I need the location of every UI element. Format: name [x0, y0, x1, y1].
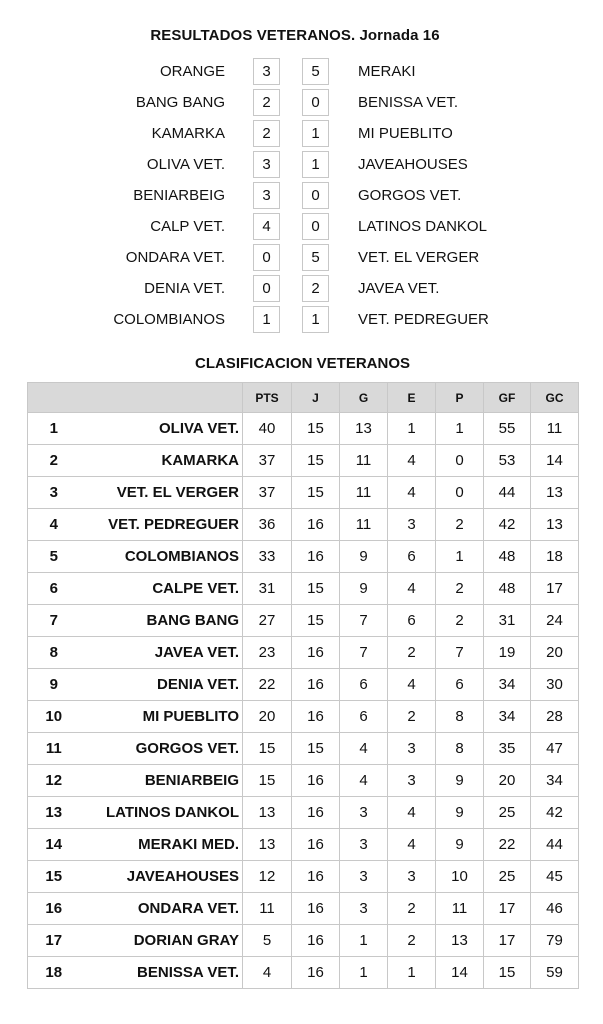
- cell-gf: 17: [484, 893, 531, 925]
- cell-e: 3: [388, 861, 436, 893]
- cell-team: CALPE VET.: [80, 573, 243, 605]
- cell-team: BANG BANG: [80, 605, 243, 637]
- results-title: RESULTADOS VETERANOS. Jornada 16: [150, 27, 440, 44]
- table-row: [28, 765, 579, 797]
- home-team: COLOMBIANOS: [113, 311, 225, 328]
- home-team: BANG BANG: [135, 94, 225, 111]
- cell-pts: 20: [243, 701, 292, 733]
- cell-gf: 48: [484, 541, 531, 573]
- cell-p: 8: [436, 701, 484, 733]
- table-row: [28, 861, 579, 893]
- cell-p: 2: [436, 605, 484, 637]
- cell-gf: 25: [484, 861, 531, 893]
- cell-g: 3: [340, 861, 388, 893]
- cell-p: 8: [436, 733, 484, 765]
- cell-gf: 42: [484, 509, 531, 541]
- cell-pos: 13: [28, 797, 80, 829]
- cell-team: BENISSA VET.: [80, 957, 243, 989]
- cell-pts: 23: [243, 637, 292, 669]
- standings-header-row: [28, 383, 579, 413]
- cell-p: 7: [436, 637, 484, 669]
- cell-gf: 17: [484, 925, 531, 957]
- away-team: VET. PEDREGUER: [358, 311, 489, 328]
- header-j: J: [292, 383, 340, 413]
- cell-e: 3: [388, 733, 436, 765]
- cell-pts: 15: [243, 733, 292, 765]
- home-score: 2: [253, 120, 280, 147]
- cell-gf: 55: [484, 413, 531, 445]
- cell-j: 16: [292, 637, 340, 669]
- cell-gc: 13: [531, 477, 579, 509]
- cell-team: BENIARBEIG: [80, 765, 243, 797]
- cell-p: 9: [436, 797, 484, 829]
- cell-j: 16: [292, 765, 340, 797]
- away-team: LATINOS DANKOL: [358, 218, 487, 235]
- cell-pos: 14: [28, 829, 80, 861]
- cell-gf: 22: [484, 829, 531, 861]
- header-gf: GF: [484, 383, 531, 413]
- home-team: OLIVA VET.: [146, 156, 225, 173]
- cell-gc: 17: [531, 573, 579, 605]
- away-score: 0: [302, 89, 329, 116]
- home-score: 4: [253, 213, 280, 240]
- cell-g: 13: [340, 413, 388, 445]
- away-score: 5: [302, 58, 329, 85]
- cell-gf: 44: [484, 477, 531, 509]
- home-team: ONDARA VET.: [125, 249, 225, 266]
- cell-p: 2: [436, 509, 484, 541]
- cell-gf: 25: [484, 797, 531, 829]
- table-row: [28, 893, 579, 925]
- cell-gc: 14: [531, 445, 579, 477]
- cell-j: 16: [292, 701, 340, 733]
- cell-g: 11: [340, 445, 388, 477]
- cell-g: 3: [340, 893, 388, 925]
- cell-g: 9: [340, 573, 388, 605]
- cell-g: 6: [340, 669, 388, 701]
- cell-e: 2: [388, 637, 436, 669]
- cell-gc: 44: [531, 829, 579, 861]
- cell-e: 3: [388, 509, 436, 541]
- cell-pos: 2: [28, 445, 80, 477]
- cell-pos: 1: [28, 413, 80, 445]
- cell-g: 7: [340, 637, 388, 669]
- cell-j: 15: [292, 733, 340, 765]
- match-row: [0, 119, 603, 150]
- cell-e: 1: [388, 413, 436, 445]
- cell-gc: 11: [531, 413, 579, 445]
- cell-team: JAVEA VET.: [80, 637, 243, 669]
- cell-pos: 11: [28, 733, 80, 765]
- cell-p: 2: [436, 573, 484, 605]
- cell-gf: 35: [484, 733, 531, 765]
- home-score: 3: [253, 182, 280, 209]
- cell-team: LATINOS DANKOL: [80, 797, 243, 829]
- home-score: 3: [253, 58, 280, 85]
- cell-e: 2: [388, 701, 436, 733]
- cell-pos: 18: [28, 957, 80, 989]
- standings-title: CLASIFICACION VETERANOS: [194, 355, 410, 372]
- cell-gc: 47: [531, 733, 579, 765]
- cell-p: 13: [436, 925, 484, 957]
- cell-p: 1: [436, 413, 484, 445]
- cell-pts: 36: [243, 509, 292, 541]
- cell-gc: 46: [531, 893, 579, 925]
- home-score: 2: [253, 89, 280, 116]
- home-team: ORANGE: [159, 63, 225, 80]
- cell-e: 1: [388, 957, 436, 989]
- cell-gf: 53: [484, 445, 531, 477]
- home-score: 3: [253, 151, 280, 178]
- cell-j: 15: [292, 477, 340, 509]
- match-row: [0, 181, 603, 212]
- cell-pts: 37: [243, 445, 292, 477]
- cell-pts: 40: [243, 413, 292, 445]
- cell-pts: 13: [243, 797, 292, 829]
- standings-table: [27, 382, 579, 989]
- cell-pos: 16: [28, 893, 80, 925]
- table-row: [28, 925, 579, 957]
- cell-gc: 30: [531, 669, 579, 701]
- cell-pts: 15: [243, 765, 292, 797]
- cell-j: 16: [292, 509, 340, 541]
- match-row: [0, 88, 603, 119]
- cell-gc: 24: [531, 605, 579, 637]
- away-score: 0: [302, 182, 329, 209]
- cell-e: 4: [388, 797, 436, 829]
- away-score: 1: [302, 306, 329, 333]
- cell-j: 16: [292, 861, 340, 893]
- cell-gf: 48: [484, 573, 531, 605]
- match-row: [0, 57, 603, 88]
- table-row: [28, 509, 579, 541]
- cell-e: 2: [388, 925, 436, 957]
- cell-team: DORIAN GRAY: [80, 925, 243, 957]
- cell-team: DENIA VET.: [80, 669, 243, 701]
- cell-gc: 13: [531, 509, 579, 541]
- cell-e: 4: [388, 477, 436, 509]
- cell-j: 16: [292, 957, 340, 989]
- away-team: MI PUEBLITO: [358, 125, 453, 142]
- cell-gc: 42: [531, 797, 579, 829]
- cell-g: 1: [340, 957, 388, 989]
- cell-e: 4: [388, 829, 436, 861]
- home-team: BENIARBEIG: [133, 187, 225, 204]
- cell-j: 15: [292, 413, 340, 445]
- cell-p: 0: [436, 445, 484, 477]
- header-pos: [28, 383, 80, 413]
- cell-team: MERAKI MED.: [80, 829, 243, 861]
- cell-e: 6: [388, 541, 436, 573]
- cell-e: 2: [388, 893, 436, 925]
- cell-team: ONDARA VET.: [80, 893, 243, 925]
- match-row: [0, 243, 603, 274]
- cell-team: OLIVA VET.: [80, 413, 243, 445]
- cell-p: 9: [436, 829, 484, 861]
- cell-pos: 15: [28, 861, 80, 893]
- cell-gf: 34: [484, 701, 531, 733]
- cell-gf: 20: [484, 765, 531, 797]
- away-score: 2: [302, 275, 329, 302]
- cell-p: 14: [436, 957, 484, 989]
- cell-j: 15: [292, 605, 340, 637]
- cell-g: 11: [340, 509, 388, 541]
- cell-gc: 18: [531, 541, 579, 573]
- cell-e: 3: [388, 765, 436, 797]
- cell-pts: 27: [243, 605, 292, 637]
- cell-g: 1: [340, 925, 388, 957]
- table-row: [28, 541, 579, 573]
- cell-pos: 12: [28, 765, 80, 797]
- cell-j: 15: [292, 445, 340, 477]
- cell-e: 6: [388, 605, 436, 637]
- cell-g: 6: [340, 701, 388, 733]
- cell-gc: 34: [531, 765, 579, 797]
- cell-team: COLOMBIANOS: [80, 541, 243, 573]
- cell-team: MI PUEBLITO: [80, 701, 243, 733]
- away-score: 1: [302, 151, 329, 178]
- table-row: [28, 829, 579, 861]
- cell-g: 3: [340, 829, 388, 861]
- cell-pts: 13: [243, 829, 292, 861]
- table-row: [28, 733, 579, 765]
- home-score: 1: [253, 306, 280, 333]
- home-team: KAMARKA: [151, 125, 225, 142]
- cell-p: 6: [436, 669, 484, 701]
- cell-gc: 20: [531, 637, 579, 669]
- cell-team: KAMARKA: [80, 445, 243, 477]
- match-row: [0, 305, 603, 336]
- cell-team: VET. EL VERGER: [80, 477, 243, 509]
- table-row: [28, 445, 579, 477]
- cell-pos: 8: [28, 637, 80, 669]
- cell-j: 15: [292, 573, 340, 605]
- cell-pos: 9: [28, 669, 80, 701]
- away-team: JAVEAHOUSES: [358, 156, 468, 173]
- away-team: BENISSA VET.: [358, 94, 459, 111]
- cell-pos: 7: [28, 605, 80, 637]
- cell-pos: 10: [28, 701, 80, 733]
- cell-g: 4: [340, 733, 388, 765]
- cell-j: 16: [292, 925, 340, 957]
- table-row: [28, 477, 579, 509]
- away-team: MERAKI: [358, 63, 416, 80]
- cell-pts: 4: [243, 957, 292, 989]
- cell-gf: 19: [484, 637, 531, 669]
- cell-pos: 3: [28, 477, 80, 509]
- table-row: [28, 413, 579, 445]
- away-team: VET. EL VERGER: [358, 249, 480, 266]
- cell-pts: 5: [243, 925, 292, 957]
- table-row: [28, 957, 579, 989]
- cell-team: JAVEAHOUSES: [80, 861, 243, 893]
- home-score: 0: [253, 275, 280, 302]
- cell-pts: 37: [243, 477, 292, 509]
- home-team: CALP VET.: [150, 218, 225, 235]
- table-row: [28, 573, 579, 605]
- cell-j: 16: [292, 797, 340, 829]
- cell-team: VET. PEDREGUER: [80, 509, 243, 541]
- away-score: 5: [302, 244, 329, 271]
- home-score: 0: [253, 244, 280, 271]
- cell-j: 16: [292, 893, 340, 925]
- cell-p: 1: [436, 541, 484, 573]
- cell-p: 10: [436, 861, 484, 893]
- cell-pos: 6: [28, 573, 80, 605]
- cell-g: 11: [340, 477, 388, 509]
- cell-gc: 28: [531, 701, 579, 733]
- cell-p: 11: [436, 893, 484, 925]
- header-p: P: [436, 383, 484, 413]
- cell-e: 4: [388, 445, 436, 477]
- cell-e: 4: [388, 573, 436, 605]
- header-e: E: [388, 383, 436, 413]
- table-row: [28, 605, 579, 637]
- cell-gf: 34: [484, 669, 531, 701]
- home-team: DENIA VET.: [144, 280, 225, 297]
- cell-pts: 31: [243, 573, 292, 605]
- cell-pos: 5: [28, 541, 80, 573]
- away-score: 1: [302, 120, 329, 147]
- cell-pts: 33: [243, 541, 292, 573]
- away-score: 0: [302, 213, 329, 240]
- cell-gc: 79: [531, 925, 579, 957]
- header-pts: PTS: [243, 383, 292, 413]
- cell-g: 4: [340, 765, 388, 797]
- table-row: [28, 797, 579, 829]
- table-row: [28, 669, 579, 701]
- cell-gf: 15: [484, 957, 531, 989]
- cell-gf: 31: [484, 605, 531, 637]
- match-row: [0, 274, 603, 305]
- header-team: [80, 383, 243, 413]
- cell-gc: 59: [531, 957, 579, 989]
- cell-pts: 12: [243, 861, 292, 893]
- table-row: [28, 701, 579, 733]
- cell-j: 16: [292, 829, 340, 861]
- away-team: JAVEA VET.: [358, 280, 440, 297]
- header-g: G: [340, 383, 388, 413]
- away-team: GORGOS VET.: [358, 187, 462, 204]
- cell-g: 7: [340, 605, 388, 637]
- header-gc: GC: [531, 383, 579, 413]
- cell-g: 9: [340, 541, 388, 573]
- cell-gc: 45: [531, 861, 579, 893]
- cell-j: 16: [292, 669, 340, 701]
- cell-team: GORGOS VET.: [80, 733, 243, 765]
- table-row: [28, 637, 579, 669]
- cell-pts: 11: [243, 893, 292, 925]
- cell-e: 4: [388, 669, 436, 701]
- cell-j: 16: [292, 541, 340, 573]
- cell-pos: 4: [28, 509, 80, 541]
- cell-p: 9: [436, 765, 484, 797]
- cell-p: 0: [436, 477, 484, 509]
- cell-g: 3: [340, 797, 388, 829]
- cell-pts: 22: [243, 669, 292, 701]
- cell-pos: 17: [28, 925, 80, 957]
- match-row: [0, 150, 603, 181]
- match-row: [0, 212, 603, 243]
